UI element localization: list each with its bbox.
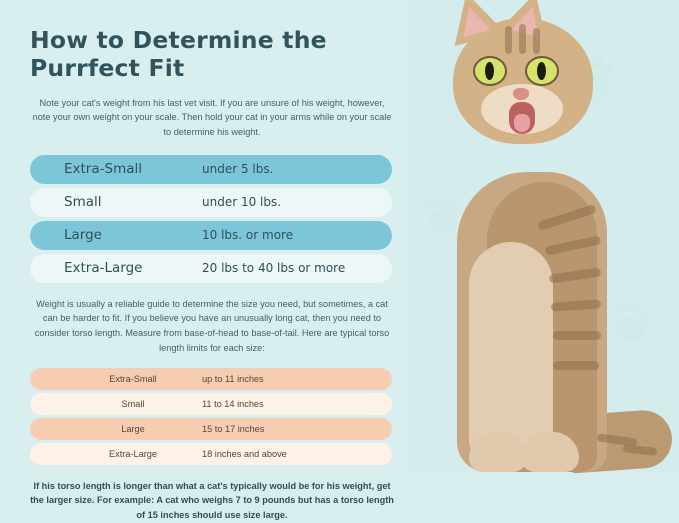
table-row bbox=[30, 443, 392, 465]
cat-stripe bbox=[553, 361, 599, 370]
cat-eye-right bbox=[525, 56, 559, 86]
cat-forehead-stripe bbox=[533, 28, 540, 54]
weight-size-label: Extra-Small bbox=[64, 161, 143, 178]
cat-tongue bbox=[514, 114, 530, 132]
weight-range-value: 20 lbs to 40 lbs or more bbox=[202, 261, 346, 276]
table-row bbox=[30, 418, 392, 440]
cat-photo bbox=[417, 10, 679, 472]
weight-range-value: under 10 lbs. bbox=[202, 195, 282, 210]
torso-length-table bbox=[30, 368, 392, 465]
weight-size-table bbox=[30, 155, 392, 283]
torso-length-value: up to 11 inches bbox=[202, 373, 264, 384]
cat-forehead-stripe bbox=[505, 26, 512, 54]
cat-stripe bbox=[553, 331, 601, 340]
cat-forehead-stripe bbox=[519, 24, 526, 54]
cat-chest bbox=[469, 242, 553, 462]
weight-size-label: Extra-Large bbox=[64, 260, 143, 277]
torso-length-value: 11 to 14 inches bbox=[202, 398, 264, 409]
weight-size-label: Large bbox=[64, 227, 102, 244]
torso-size-label: Extra-Small bbox=[109, 373, 157, 384]
weight-range-value: 10 lbs. or more bbox=[202, 228, 294, 243]
footer-note: If his torso length is longer than what a cat's typically would be for his weight, get the larger size. For example: A cat who weighs 7 to 9 pounds but has a torso length of 15 inches should use size large. bbox=[30, 480, 394, 521]
page-title: How to Determine the Purrfect Fit bbox=[30, 26, 327, 82]
intro-paragraph: Note your cat's weight from his last vet visit. If you are unsure of his weight, however, note your own weight on your scale. Then hold your cat in your arms while on your scale to determine his weight. bbox=[32, 98, 392, 137]
torso-length-value: 18 inches and above bbox=[202, 448, 287, 459]
cat-eye-left bbox=[473, 56, 507, 86]
table-row bbox=[30, 368, 392, 390]
cat-front-leg bbox=[469, 432, 527, 472]
table-row bbox=[30, 188, 392, 217]
cat-front-leg bbox=[521, 432, 579, 472]
torso-size-label: Small bbox=[121, 398, 145, 409]
table-row bbox=[30, 393, 392, 415]
weight-range-value: under 5 lbs. bbox=[202, 162, 274, 177]
torso-size-label: Large bbox=[121, 423, 145, 434]
table-row bbox=[30, 254, 392, 283]
torso-length-value: 15 to 17 inches bbox=[202, 423, 265, 434]
torso-intro-paragraph: Weight is usually a reliable guide to determine the size you need, but sometimes, a cat can be harder to fit. If you believe you have an unusually long cat, then you need to consider torso length. Measure from base-of-head to base-of-tail. Here are typical torso length limits for each size: bbox=[34, 298, 390, 353]
table-row bbox=[30, 221, 392, 250]
weight-size-label: Small bbox=[64, 194, 102, 211]
cat-photo-panel bbox=[409, 0, 679, 472]
table-row bbox=[30, 155, 392, 184]
torso-size-label: Extra-Large bbox=[108, 448, 157, 459]
cat-nose bbox=[513, 88, 529, 100]
